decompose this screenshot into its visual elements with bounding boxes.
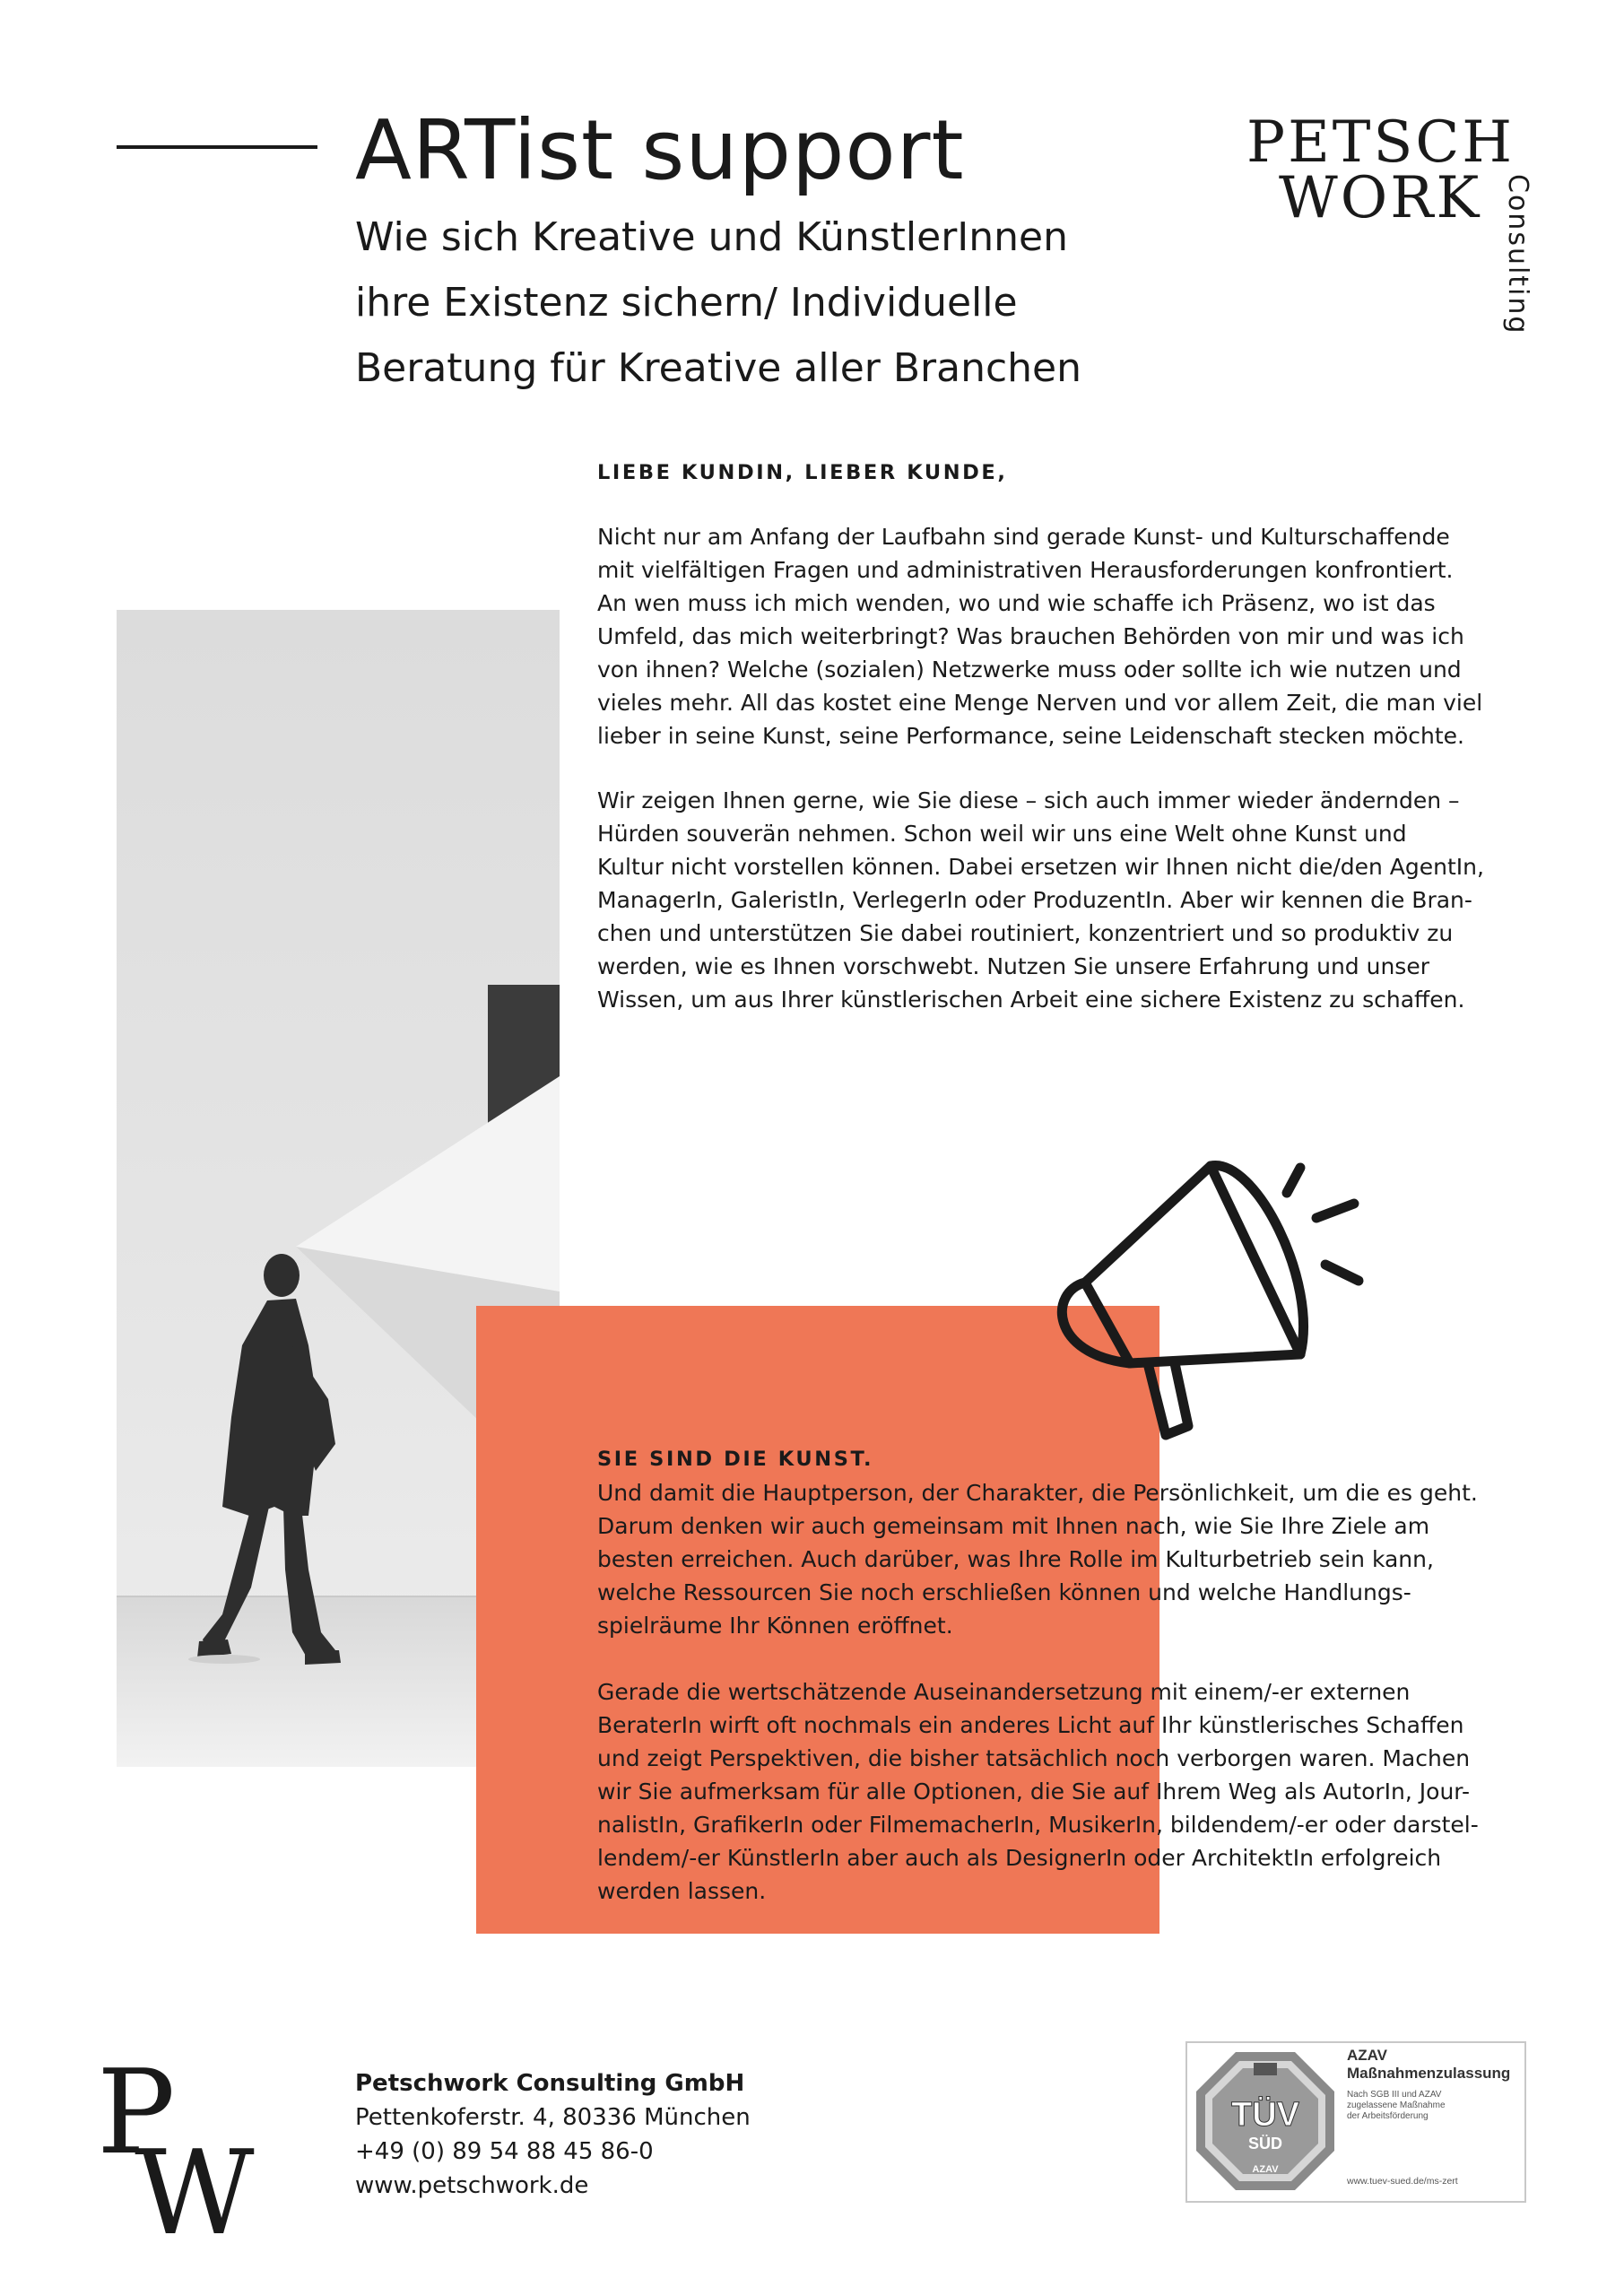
monogram-p: P bbox=[97, 2044, 176, 2180]
tuv-heading-1: AZAV bbox=[1347, 2047, 1388, 2064]
logo-consulting-text: Consulting bbox=[1502, 174, 1533, 335]
text-line: Kultur nicht vorstellen können. Dabei ersetzen wir Ihnen nicht die/den AgentIn, bbox=[597, 854, 1484, 880]
text-line: Nicht nur am Anfang der Laufbahn sind gerade Kunst- und Kulturschaffende bbox=[597, 524, 1450, 550]
subtitle-line: ihre Existenz sichern/ Individuelle bbox=[355, 280, 1018, 326]
logo-line-petsch: PETSCH bbox=[1246, 109, 1515, 176]
megaphone-icon bbox=[1031, 1148, 1372, 1444]
tuv-certificate bbox=[1185, 2041, 1526, 2203]
tuv-badge-bottom: AZAV bbox=[1252, 2164, 1279, 2175]
text-line: mit vielfältigen Fragen und administrativen Herausforderungen konfrontiert. bbox=[597, 557, 1454, 583]
tuv-badge-main: TÜV bbox=[1231, 2096, 1299, 2134]
text-line: werden lassen. bbox=[597, 1878, 767, 1904]
text-line: wir Sie aufmerksam für alle Optionen, die Sie auf Ihrem Weg als AutorIn, Jour- bbox=[597, 1779, 1470, 1805]
text-line: Wir zeigen Ihnen gerne, wie Sie diese – sich auch immer wieder ändernden – bbox=[597, 787, 1460, 813]
text-line: von ihnen? Welche (sozialen) Netzwerke muss oder sollte ich wie nutzen und bbox=[597, 657, 1462, 683]
tuv-note-line: der Arbeitsförderung bbox=[1347, 2111, 1429, 2121]
text-line: Und damit die Hauptperson, der Charakter, die Persönlichkeit, um die es geht. bbox=[597, 1480, 1478, 1506]
intro-heading: LIEBE KUNDIN, LIEBER KUNDE, bbox=[597, 461, 1008, 484]
art-heading: SIE SIND DIE KUNST. bbox=[597, 1448, 874, 1471]
text-line: spielräume Ihr Können eröffnet. bbox=[597, 1613, 953, 1639]
subtitle-line: Wie sich Kreative und KünstlerInnen bbox=[355, 214, 1069, 260]
intro-paragraph-2 bbox=[597, 784, 1530, 1016]
page-subtitle bbox=[355, 204, 1162, 401]
tuv-badge-sub: SÜD bbox=[1247, 2135, 1283, 2152]
text-line: Umfeld, das mich weiterbringt? Was brauchen Behörden von mir und was ich bbox=[597, 623, 1464, 649]
text-line: werden, wie es Ihnen vorschwebt. Nutzen Sie unsere Erfahrung und unser bbox=[597, 953, 1429, 979]
art-paragraph-1 bbox=[597, 1476, 1530, 1642]
text-line: nalistIn, GrafikerIn oder FilmemacherIn, MusikerIn, bildendem/-er oder darstel- bbox=[597, 1812, 1479, 1838]
text-line: besten erreichen. Auch darüber, was Ihre Rolle im Kulturbetrieb sein kann, bbox=[597, 1546, 1434, 1572]
tuv-heading-2: Maßnahmenzulassung bbox=[1347, 2065, 1511, 2082]
text-line: Hürden souverän nehmen. Schon weil wir uns eine Welt ohne Kunst und bbox=[597, 821, 1407, 847]
intro-paragraph-1 bbox=[597, 520, 1530, 752]
art-paragraph-2 bbox=[597, 1675, 1530, 1908]
petschwork-logo bbox=[1246, 111, 1533, 344]
tuv-text bbox=[1347, 2047, 1523, 2122]
tuv-note-line: Nach SGB III und AZAV bbox=[1347, 2090, 1442, 2100]
tuv-note-line: zugelassene Maßnahme bbox=[1347, 2100, 1446, 2110]
text-line: Gerade die wertschätzende Auseinandersetzung mit einem/-er externen bbox=[597, 1679, 1411, 1705]
contact-block bbox=[355, 2066, 751, 2203]
pw-monogram bbox=[97, 2044, 285, 2269]
tuv-note bbox=[1347, 2090, 1523, 2122]
text-line: welche Ressourcen Sie noch erschließen können und welche Handlungs- bbox=[597, 1579, 1411, 1605]
monogram-w: W bbox=[135, 2125, 255, 2261]
text-line: lendem/-er KünstlerIn aber auch als DesignerIn oder ArchitektIn erfolgreich bbox=[597, 1845, 1442, 1871]
text-line: Darum denken wir auch gemeinsam mit Ihnen nach, wie Sie Ihre Ziele am bbox=[597, 1513, 1430, 1539]
company-website[interactable]: www.petschwork.de bbox=[355, 2172, 589, 2199]
company-address: Pettenkoferstr. 4, 80336 München bbox=[355, 2104, 751, 2131]
tuv-badge bbox=[1194, 2050, 1336, 2192]
logo-consulting bbox=[1503, 174, 1533, 344]
text-line: chen und unterstützen Sie dabei routiniert, konzentriert und so produktiv zu bbox=[597, 920, 1454, 946]
text-line: Wissen, um aus Ihrer künstlerischen Arbeit eine sichere Existenz zu schaffen. bbox=[597, 987, 1465, 1013]
page-title: ARTist support bbox=[355, 102, 965, 198]
tuv-url[interactable]: www.tuev-sued.de/ms-zert bbox=[1347, 2176, 1458, 2187]
text-line: An wen muss ich mich wenden, wo und wie schaffe ich Präsenz, wo ist das bbox=[597, 590, 1436, 616]
text-line: ManagerIn, GaleristIn, VerlegerIn oder ProduzentIn. Aber wir kennen die Bran- bbox=[597, 887, 1472, 913]
text-line: vieles mehr. All das kostet eine Menge Nerven und vor allem Zeit, die man viel bbox=[597, 690, 1483, 716]
text-line: lieber in seine Kunst, seine Performance, seine Leidenschaft stecken möchte. bbox=[597, 723, 1464, 749]
subtitle-line: Beratung für Kreative aller Branchen bbox=[355, 345, 1082, 391]
logo-line-work: WORK bbox=[1279, 165, 1482, 231]
text-line: und zeigt Perspektiven, die bisher tatsächlich noch verborgen waren. Machen bbox=[597, 1745, 1471, 1771]
company-name: Petschwork Consulting GmbH bbox=[355, 2070, 745, 2097]
text-line: BeraterIn wirft oft nochmals ein anderes Licht auf Ihr künstlerisches Schaffen bbox=[597, 1712, 1464, 1738]
title-rule bbox=[117, 145, 317, 149]
company-phone: +49 (0) 89 54 88 45 86-0 bbox=[355, 2138, 654, 2165]
